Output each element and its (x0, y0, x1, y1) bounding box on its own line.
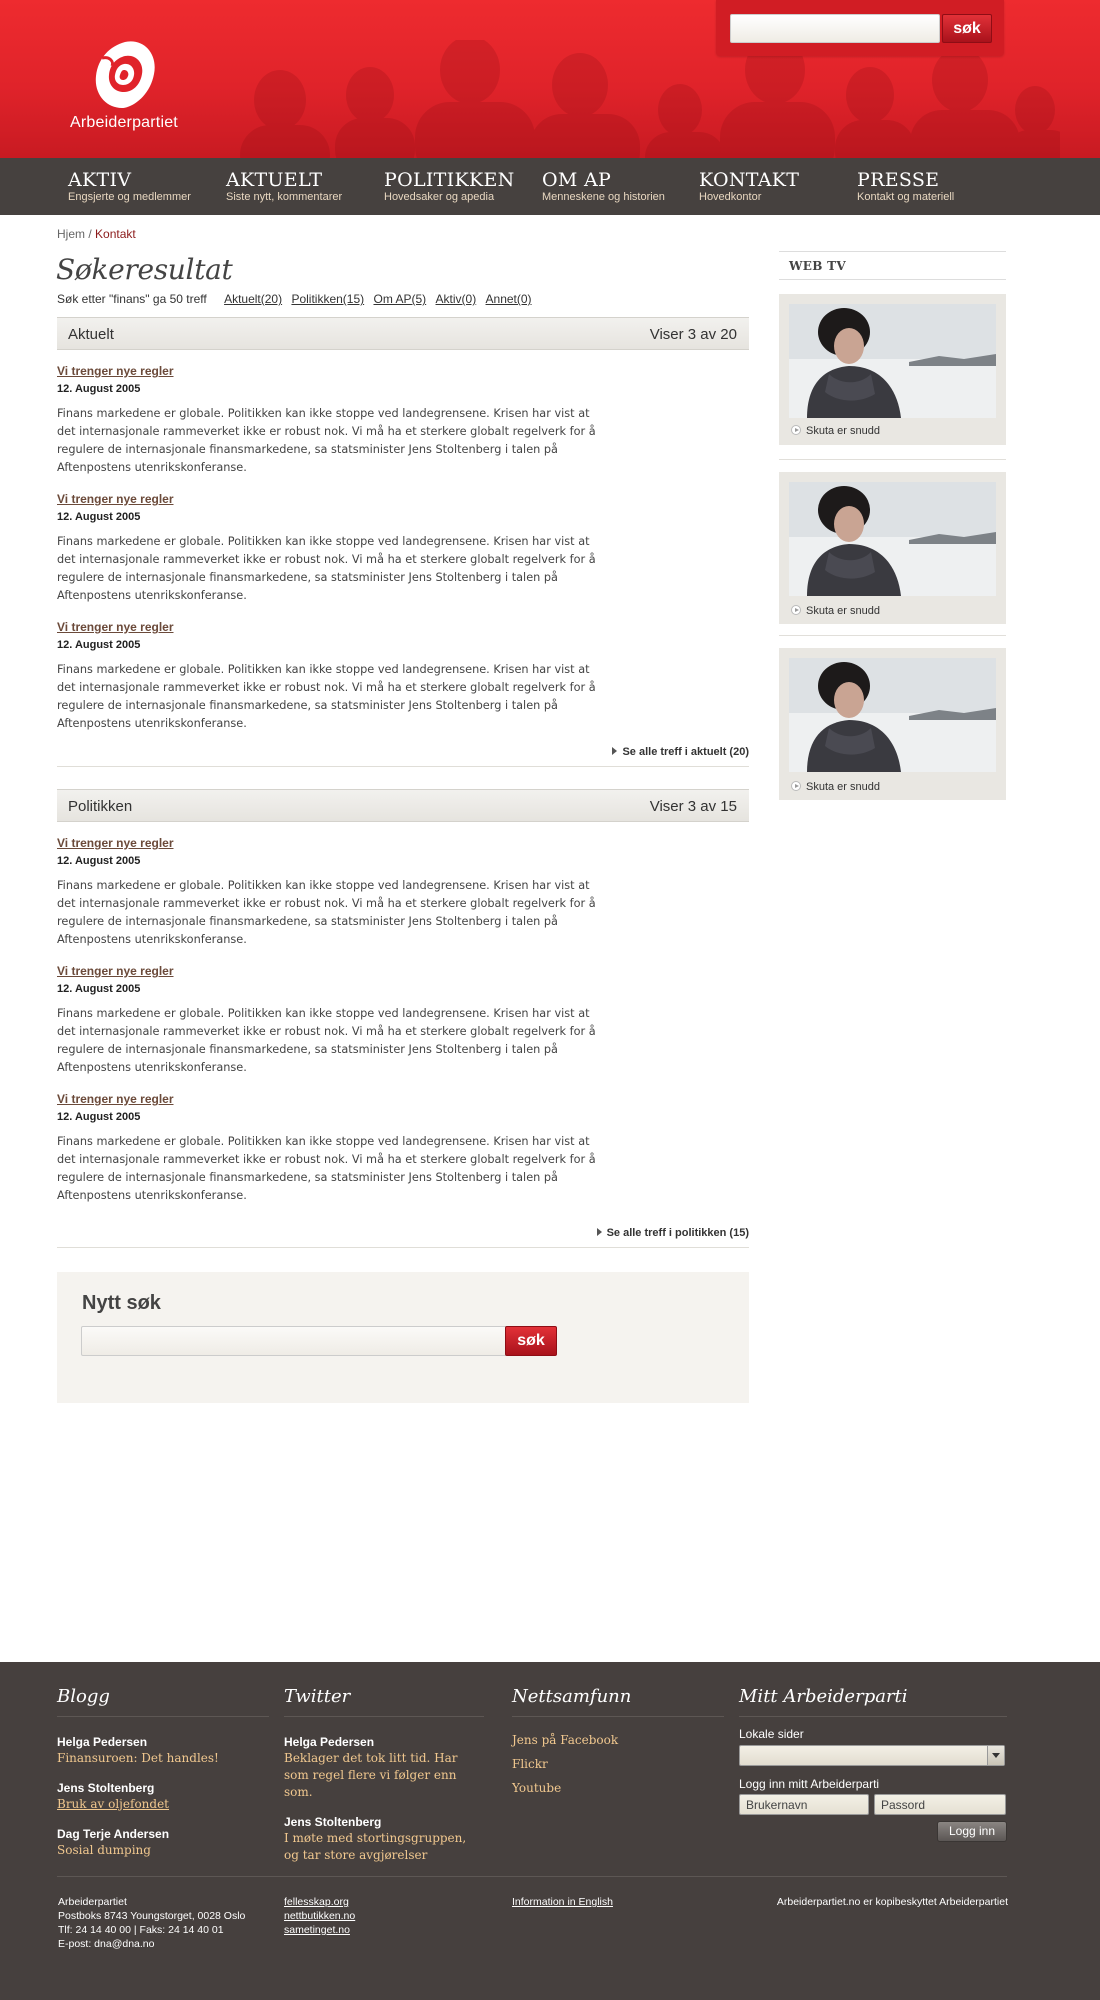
new-search-input[interactable] (81, 1326, 509, 1356)
login-fields (739, 1794, 1007, 1815)
footer-social-link-facebook[interactable]: Jens på Facebook (512, 1733, 619, 1747)
result-date: 12. August 2005 (57, 983, 141, 995)
site-logo[interactable] (66, 36, 186, 136)
search-summary (57, 292, 532, 306)
see-all-politikken-link[interactable] (597, 1227, 749, 1239)
filter-link-annet[interactable]: Annet(0) (485, 292, 532, 306)
footer-social-link-flickr[interactable]: Flickr (512, 1757, 548, 1771)
video-thumbnail[interactable] (789, 658, 996, 772)
result-title-link[interactable]: Vi trenger nye regler (57, 836, 174, 850)
nav-item-aktuelt[interactable] (226, 170, 342, 203)
search-result (57, 964, 617, 1077)
video-caption-text: Skuta er snudd (806, 605, 880, 617)
section-name: Aktuelt (68, 326, 114, 343)
nav-title: KONTAKT (699, 169, 800, 191)
tweet-author: Helga Pedersen (284, 1735, 375, 1749)
nav-subtitle: Hovedkontor (699, 191, 762, 203)
video-caption[interactable] (791, 425, 880, 437)
footer-heading: Nettsamfunn (512, 1686, 724, 1717)
nav-title: OM AP (542, 169, 612, 191)
footer-nettsamfunn (512, 1686, 724, 1799)
search-result (57, 492, 617, 605)
arrow-right-icon (597, 1228, 602, 1236)
result-excerpt: Finans markedene er globale. Politikken kan ikke stoppe ved landegrensene. Krisen har vist at det internasjonale rammeverket ikke er robust nok. Vi må ha et sterkere globalt regelverk for å regulere de internasjonale finansmarkedene, sa statsminister Jens Stoltenberg i talen på Aftenpostens utenrikskonferanse. (57, 535, 596, 602)
result-title-link[interactable]: Vi trenger nye regler (57, 492, 174, 506)
filter-link-om-ap[interactable]: Om AP(5) (373, 292, 427, 306)
breadcrumb-separator: / (85, 227, 96, 241)
nav-title: PRESSE (857, 169, 940, 191)
blog-author: Jens Stoltenberg (57, 1781, 155, 1795)
blog-author: Helga Pedersen (57, 1735, 148, 1749)
video-caption[interactable] (791, 605, 880, 617)
lokale-sider-label: Lokale sider (739, 1727, 804, 1741)
tweet-text[interactable]: Beklager det tok litt tid. Har som regel flere vi følger enn som. (284, 1751, 458, 1799)
footer-blogg (57, 1686, 269, 1859)
address-line: Postboks 8743 Youngstorget, 0028 Oslo (58, 1910, 246, 1922)
filter-link-aktiv[interactable]: Aktiv(0) (435, 292, 477, 306)
breadcrumb-home-link[interactable]: Hjem (57, 227, 86, 241)
nav-item-om-ap[interactable] (542, 170, 665, 203)
header-search-input[interactable] (730, 14, 940, 43)
see-all-label: Se alle treff i politikken (15) (606, 1227, 749, 1239)
rose-logo-icon (92, 36, 158, 112)
footer-mitt-arbeiderparti (739, 1686, 1007, 1843)
tweet-author: Jens Stoltenberg (284, 1815, 382, 1829)
nav-item-presse[interactable] (857, 170, 954, 203)
section-divider (57, 1247, 749, 1248)
nav-subtitle: Menneskene og historien (542, 191, 665, 203)
footer-link-fellesskap[interactable]: fellesskap.org (284, 1896, 349, 1908)
chevron-down-icon (987, 1746, 1004, 1765)
footer-links (284, 1895, 355, 1937)
video-thumbnail[interactable] (789, 482, 996, 596)
result-date: 12. August 2005 (57, 855, 141, 867)
footer-heading: Mitt Arbeiderparti (739, 1686, 1007, 1717)
video-caption-text: Skuta er snudd (806, 781, 880, 793)
video-divider (779, 459, 1006, 460)
footer-heading: Twitter (284, 1686, 484, 1717)
video-card[interactable] (779, 294, 1006, 445)
lokale-sider-select[interactable] (739, 1745, 1005, 1766)
footer-english (512, 1895, 613, 1909)
result-date: 12. August 2005 (57, 639, 141, 651)
nav-item-kontakt[interactable] (699, 170, 799, 203)
video-caption-text: Skuta er snudd (806, 425, 880, 437)
video-caption[interactable] (791, 781, 880, 793)
filter-link-aktuelt[interactable]: Aktuelt(20) (224, 292, 283, 306)
section-header-aktuelt (57, 317, 749, 350)
section-count: Viser 3 av 15 (649, 798, 737, 815)
result-title-link[interactable]: Vi trenger nye regler (57, 620, 174, 634)
nav-subtitle: Engsjerte og medlemmer (68, 191, 191, 203)
arrow-right-icon (612, 747, 617, 755)
result-title-link[interactable]: Vi trenger nye regler (57, 364, 174, 378)
search-result (57, 836, 617, 949)
see-all-aktuelt-link[interactable] (612, 746, 749, 758)
result-excerpt: Finans markedene er globale. Politikken kan ikke stoppe ved landegrensene. Krisen har vist at det internasjonale rammeverket ikke er robust nok. Vi må ha et sterkere globalt regelverk for å regulere de internasjonale finansmarkedene, sa statsminister Jens Stoltenberg i talen på Aftenpostens utenrikskonferanse. (57, 1135, 596, 1202)
new-search-title: Nytt søk (82, 1292, 161, 1314)
section-count: Viser 3 av 20 (649, 326, 737, 343)
nav-title: AKTIV (68, 169, 132, 191)
blog-post-link[interactable]: Sosial dumping (57, 1843, 151, 1857)
result-date: 12. August 2005 (57, 1111, 141, 1123)
nav-subtitle: Siste nytt, kommentarer (226, 191, 343, 203)
play-icon (791, 605, 801, 615)
footer-link-nettbutikken[interactable]: nettbutikken.no (284, 1910, 356, 1922)
new-search-panel (57, 1272, 749, 1403)
page-title: Søkeresultat (56, 253, 233, 286)
webtv-header (779, 251, 1006, 280)
address-line: E-post: dna@dna.no (58, 1938, 155, 1950)
search-result (57, 620, 617, 733)
video-divider (779, 635, 1006, 636)
footer-link-english[interactable]: Information in English (512, 1896, 613, 1908)
result-excerpt: Finans markedene er globale. Politikken kan ikke stoppe ved landegrensene. Krisen har vist at det internasjonale rammeverket ikke er robust nok. Vi må ha et sterkere globalt regelverk for å regulere de internasjonale finansmarkedene, sa statsminister Jens Stoltenberg i talen på Aftenpostens utenrikskonferanse. (57, 1007, 596, 1074)
new-search-button[interactable]: søk (505, 1326, 557, 1356)
footer-social-link-youtube[interactable]: Youtube (512, 1781, 562, 1795)
blog-post-link[interactable]: Finansuroen: Det handles! (57, 1751, 219, 1765)
result-excerpt: Finans markedene er globale. Politikken kan ikke stoppe ved landegrensene. Krisen har vist at det internasjonale rammeverket ikke er robust nok. Vi må ha et sterkere globalt regelverk for å regulere de internasjonale finansmarkedene, sa statsminister Jens Stoltenberg i talen på Aftenpostens utenrikskonferanse. (57, 879, 596, 946)
address-line: Arbeiderpartiet (58, 1896, 127, 1908)
result-excerpt: Finans markedene er globale. Politikken kan ikke stoppe ved landegrensene. Krisen har vist at det internasjonale rammeverket ikke er robust nok. Vi må ha et sterkere globalt regelverk for å regulere de internasjonale finansmarkedene, sa statsminister Jens Stoltenberg i talen på Aftenpostens utenrikskonferanse. (57, 663, 596, 730)
search-summary-text: Søk etter "finans" ga 50 treff (57, 292, 207, 306)
result-excerpt: Finans markedene er globale. Politikken kan ikke stoppe ved landegrensene. Krisen har vist at det internasjonale rammeverket ikke er robust nok. Vi må ha et sterkere globalt regelverk for å regulere de internasjonale finansmarkedene, sa statsminister Jens Stoltenberg i talen på Aftenpostens utenrikskonferanse. (57, 407, 596, 474)
video-thumbnail[interactable] (789, 304, 996, 418)
login-label: Logg inn mitt Arbeiderparti (739, 1777, 880, 1791)
nav-subtitle: Kontakt og materiell (857, 191, 955, 203)
nav-title: POLITIKKEN (384, 169, 515, 191)
video-thumbnail-image (789, 482, 996, 596)
section-divider (57, 766, 749, 767)
header-search-button[interactable]: søk (942, 14, 992, 43)
footer-link-sametinget[interactable]: sametinget.no (284, 1924, 350, 1936)
video-card[interactable] (779, 472, 1006, 624)
footer-heading: Blogg (57, 1686, 269, 1717)
site-header (0, 0, 1100, 158)
section-name: Politikken (68, 798, 133, 815)
section-header-politikken (57, 789, 749, 822)
video-thumbnail-image (789, 304, 996, 418)
site-footer (0, 1662, 1100, 2000)
video-card[interactable] (779, 648, 1006, 800)
webtv-title: WEB TV (789, 259, 846, 273)
password-input[interactable]: Passord (874, 1794, 1006, 1815)
crowd-silhouette-image (230, 40, 1060, 158)
result-date: 12. August 2005 (57, 383, 141, 395)
filter-link-politikken[interactable]: Politikken(15) (291, 292, 365, 306)
search-result (57, 1092, 617, 1205)
video-thumbnail-image (789, 658, 996, 772)
search-result (57, 364, 617, 477)
nav-title: AKTUELT (226, 169, 323, 191)
see-all-label: Se alle treff i aktuelt (20) (622, 746, 749, 758)
blog-author: Dag Terje Andersen (57, 1827, 170, 1841)
footer-copyright: Arbeiderpartiet.no er kopibeskyttet Arbeiderpartiet (776, 1896, 1008, 1908)
result-title-link[interactable]: Vi trenger nye regler (57, 964, 174, 978)
login-actions (739, 1821, 1007, 1843)
address-line: Tlf: 24 14 40 00 | Faks: 24 14 40 01 (58, 1924, 224, 1936)
play-icon (791, 781, 801, 791)
result-title-link[interactable]: Vi trenger nye regler (57, 1092, 174, 1106)
play-icon (791, 425, 801, 435)
result-date: 12. August 2005 (57, 511, 141, 523)
footer-address (58, 1895, 245, 1951)
nav-item-politikken[interactable] (384, 170, 515, 203)
footer-twitter (284, 1686, 484, 1864)
blog-post-link[interactable]: Bruk av oljefondet (57, 1797, 170, 1811)
nav-subtitle: Hovedsaker og apedia (384, 191, 495, 203)
logo-text: Arbeiderpartiet (70, 114, 178, 131)
breadcrumb-current: Kontakt (95, 227, 136, 241)
breadcrumb (57, 227, 136, 241)
nav-item-aktiv[interactable] (68, 170, 191, 203)
header-search (716, 0, 1004, 56)
login-button[interactable]: Logg inn (937, 1821, 1007, 1842)
main-nav (0, 158, 1100, 215)
footer-divider (57, 1876, 1007, 1877)
tweet-text[interactable]: I møte med stortingsgruppen, og tar store avgjørelser (284, 1831, 467, 1862)
username-input[interactable]: Brukernavn (739, 1794, 869, 1815)
